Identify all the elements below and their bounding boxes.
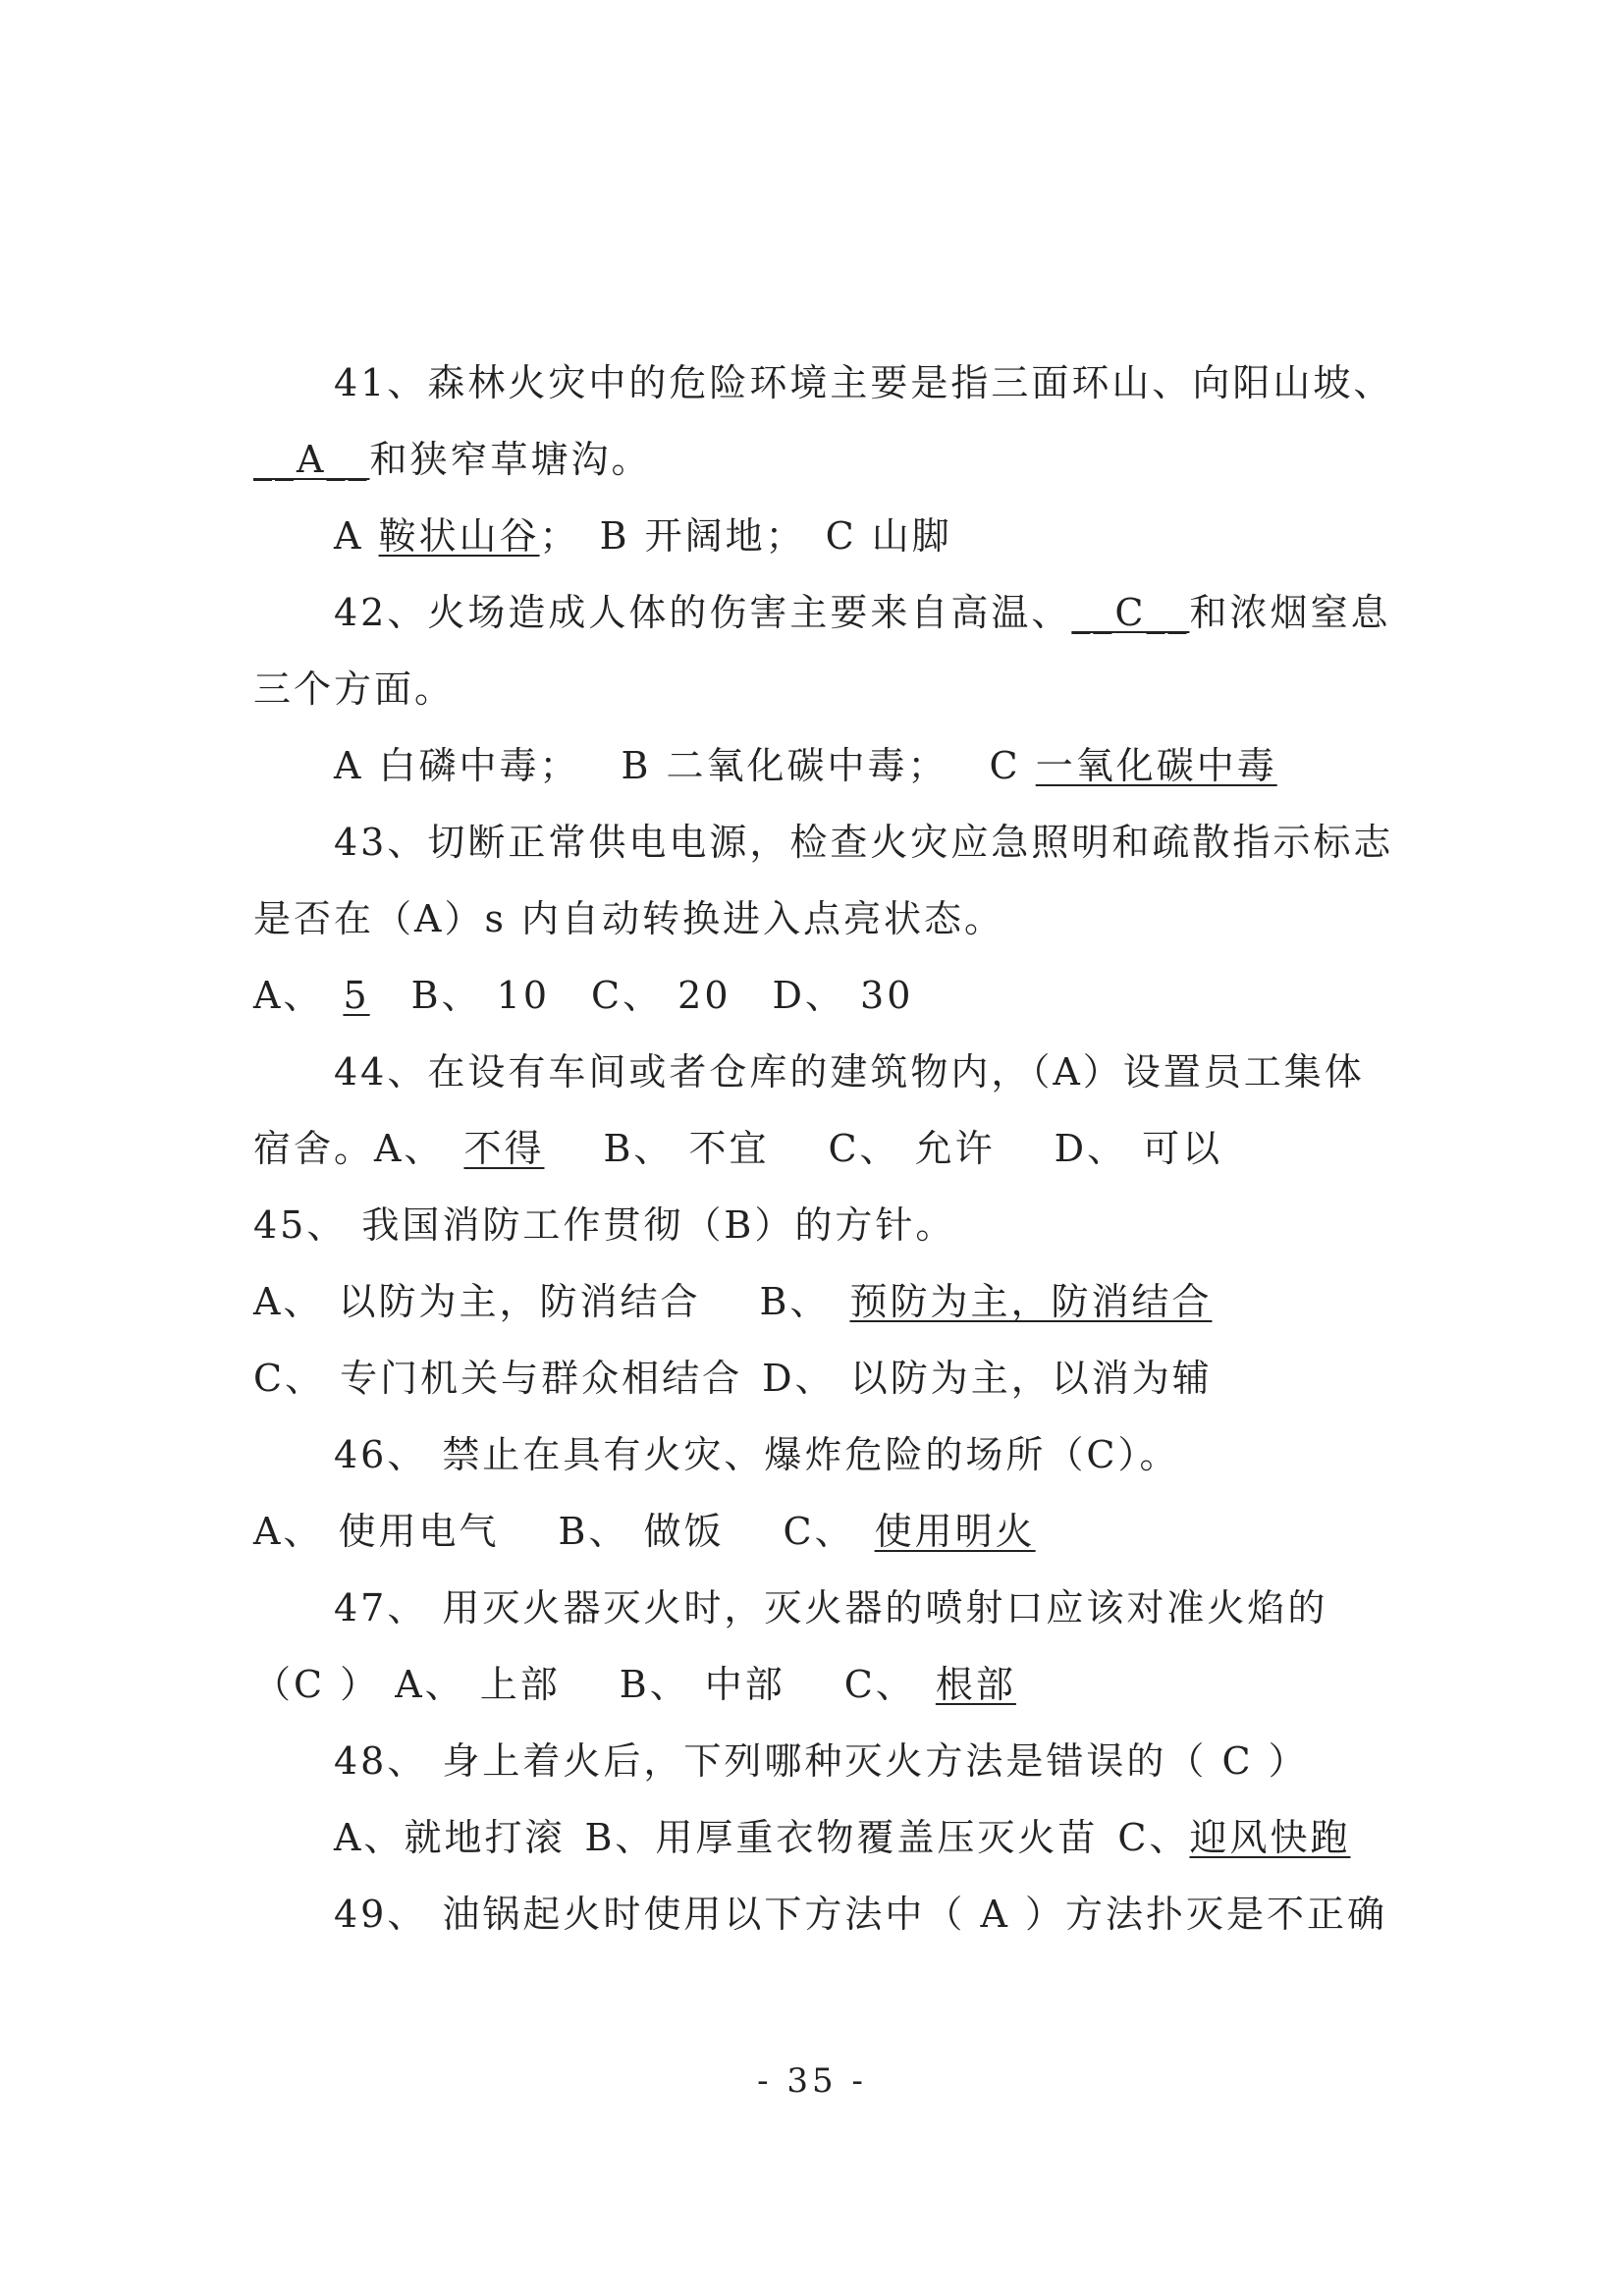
q48-line-1 [334, 1732, 1309, 1790]
q48-option-b: B、用厚重衣物覆盖压灭火苗 [584, 1816, 1099, 1859]
q45-option-a: A、 以防为主，防消结合 [253, 1280, 701, 1323]
q41-option-a-correct: 鞍状山谷 [378, 514, 540, 558]
q42-line-1: 42、火场造成人体的伤害主要来自高温、__C__和浓烟窒息 [334, 583, 1390, 642]
q41-line-1 [334, 353, 1393, 412]
q45-options-cd [253, 1349, 1213, 1408]
q41-option-b: B 开阔地； [599, 514, 806, 558]
q46-line-1 [334, 1425, 1180, 1484]
q44-stem: 44、在设有车间或者仓库的建筑物内，（A）设置员工集体 [334, 1050, 1365, 1094]
q48-options [334, 1808, 1350, 1867]
q42-answer: C [1114, 591, 1147, 634]
q48-option-c-correct: 迎风快跑 [1189, 1816, 1351, 1859]
q49-stem: 49、 油锅起火时使用以下方法中（ A ）方法扑灭是不正确 [334, 1893, 1388, 1936]
q43-options [253, 966, 913, 1025]
q47-line-1 [334, 1578, 1327, 1637]
q46-stem: 46、 禁止在具有火灾、爆炸危险的场所（C）。 [334, 1433, 1180, 1476]
q42-answer-blank: __C__ [1071, 591, 1190, 634]
page-number: - 35 - [757, 2061, 867, 2101]
q43-stem: 43、切断正常供电电源，检查火灾应急照明和疏散指示标志 [334, 821, 1394, 864]
q47-line-2 [253, 1655, 1016, 1714]
q49-line-1 [334, 1885, 1387, 1944]
q45-option-d: D、 以防为主，以消为辅 [762, 1357, 1213, 1400]
q47-option-a: （C ） A、 上部 [253, 1663, 561, 1706]
q43-option-b: B、 10 [410, 974, 550, 1017]
q41-option-a-label: A [334, 514, 379, 558]
q42-line-2: 三个方面。 [253, 667, 456, 711]
q42-option-b: B 二氧化碳中毒； [621, 744, 948, 787]
q48-option-c-label: C、 [1117, 1816, 1190, 1859]
q42-option-a: A 白磷中毒； [334, 744, 580, 787]
q43-option-c: C、 20 [591, 974, 731, 1017]
q46-option-c-label: C、 [783, 1510, 855, 1553]
q47-option-b: B、 中部 [619, 1663, 785, 1706]
q48-option-a: A、就地打滚 [334, 1816, 566, 1859]
q44-option-c: C、 允许 [828, 1127, 996, 1170]
q41-answer: A [297, 438, 327, 481]
q45-option-b-correct: 预防为主，防消结合 [849, 1280, 1213, 1323]
q44-option-a-correct: 不得 [463, 1127, 545, 1170]
q44-option-b: B、 不宜 [603, 1127, 770, 1170]
q47-option-c-label: C、 [843, 1663, 916, 1706]
q44-line-2: 宿舍。A、 不得 B、 不宜 C、 允许 D、 可以 [253, 1127, 1223, 1170]
q45-options-ab [253, 1272, 1212, 1331]
q48-stem: 48、 身上着火后，下列哪种灭火方法是错误的（ C ） [334, 1739, 1309, 1783]
q45-line-1 [253, 1196, 955, 1255]
q41-option-c: C 山脚 [825, 514, 952, 558]
q43-line-1 [334, 813, 1393, 872]
q41-stem: 41、森林火灾中的危险环境主要是指三面环山、向阳山坡、 [334, 361, 1394, 404]
q45-option-b-label: B、 [759, 1280, 831, 1323]
q42-stem: 42、火场造成人体的伤害主要来自高温、 [334, 591, 1072, 634]
q44-option-d: D、 可以 [1054, 1127, 1223, 1170]
q47-stem: 47、 用灭火器灭火时，灭火器的喷射口应该对准火焰的 [334, 1586, 1328, 1629]
q41-options: A 鞍状山谷； B 开阔地； C 山脚 [334, 514, 952, 558]
q41-answer-blank: __A__ [253, 438, 370, 481]
q46-option-c-correct: 使用明火 [874, 1510, 1036, 1553]
q42-option-c-correct: 一氧化碳中毒 [1035, 744, 1277, 787]
q46-options [253, 1502, 1036, 1561]
q45-option-c: C、 专门机关与群众相结合 [253, 1357, 743, 1400]
q43-option-d: D、 30 [772, 974, 914, 1017]
q46-option-a: A、 使用电气 [253, 1510, 500, 1553]
q45-stem: 45、 我国消防工作贯彻（B）的方针。 [253, 1203, 956, 1247]
q47-option-c-correct: 根部 [935, 1663, 1016, 1706]
q46-option-b: B、 做饭 [558, 1510, 725, 1553]
q41-line-2 [253, 430, 651, 489]
q43-line-2: 是否在（A）s 内自动转换进入点亮状态。 [253, 897, 1005, 940]
q44-line-1 [334, 1042, 1365, 1101]
q43-option-a-label: A、 [253, 974, 324, 1017]
q43-option-a-correct: 5 [343, 974, 370, 1017]
q42-options [334, 736, 1277, 795]
q42-option-c-label: C [989, 744, 1036, 787]
q41-stem-rest: 和狭窄草塘沟。 [369, 438, 652, 481]
